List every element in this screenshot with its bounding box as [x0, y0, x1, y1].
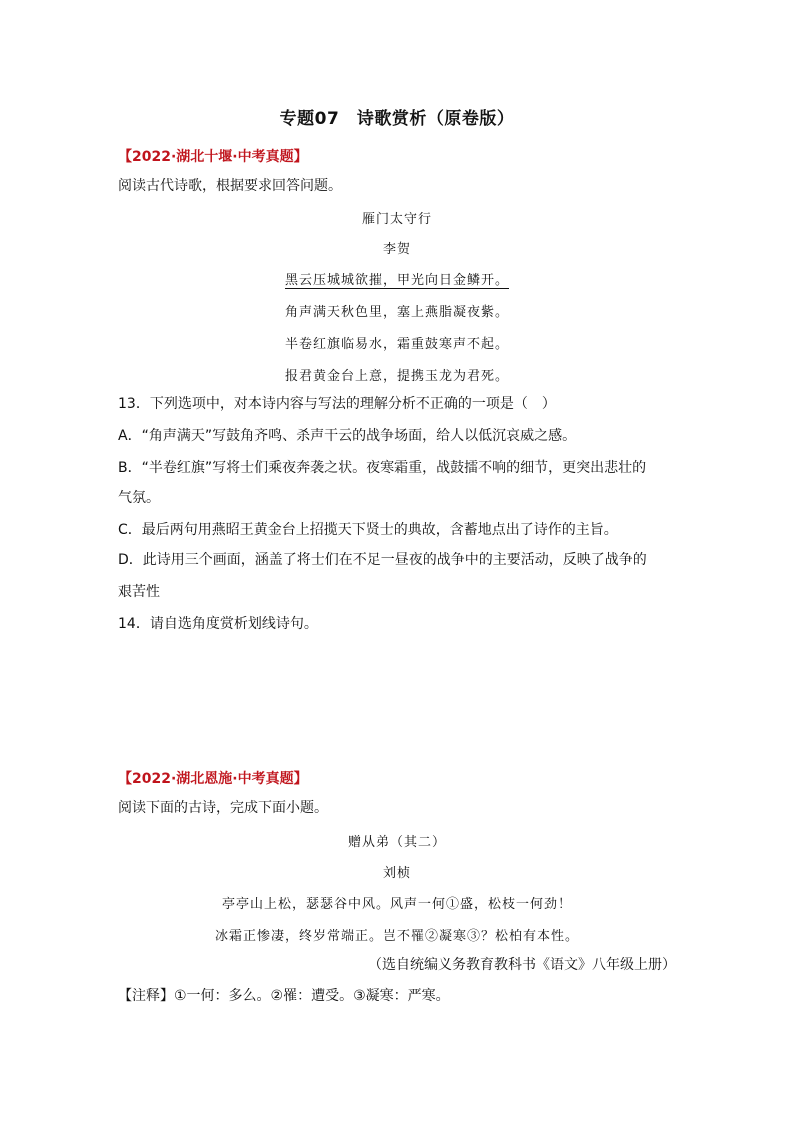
section1-poem-line-2: 角声满天秋色里，塞上燕脂凝夜紫。: [284, 305, 509, 320]
option-d-line-1: D．此诗用三个画面，涵盖了将士们在不足一昼夜的战争中的主要活动，反映了战争的: [118, 552, 647, 568]
poem-source-note: （选自统编义务教育教科书《语文》八年级上册）: [368, 957, 676, 973]
option-a: A．“角声满天”写鼓角齐鸣、杀声干云的战争场面，给人以低沉哀威之感。: [118, 428, 577, 444]
section2-poem-line-1: 亭亭山上松，瑟瑟谷中风。风声一何①盛，松枝一何劲！: [221, 897, 572, 912]
section1-poem-line-1: [0, 269, 794, 288]
section1-instruction: 阅读古代诗歌，根据要求回答问题。: [118, 178, 342, 194]
section1-poem-title: 雁门太守行: [361, 212, 432, 227]
page-title: 专题07 诗歌赏析（原卷版）: [279, 109, 515, 129]
section2-source-tag: 【2022·湖北恩施·中考真题】: [118, 771, 308, 787]
question-13: 13．下列选项中，对本诗内容与写法的理解分析不正确的一项是（ ）: [118, 396, 556, 412]
option-d-line-2: 艰苦性: [118, 584, 160, 600]
section2-poem-title: 赠从弟（其二）: [347, 835, 446, 850]
section2-instruction: 阅读下面的古诗，完成下面小题。: [118, 800, 328, 816]
annotation-note: 【注释】①一何：多么。②罹：遭受。③凝寒：严寒。: [118, 988, 450, 1004]
underlined-verse: 黑云压城城欲摧，甲光向日金鳞开。: [284, 273, 509, 288]
option-c: C．最后两句用燕昭王黄金台上招揽天下贤士的典故，含蓄地点出了诗作的主旨。: [118, 522, 618, 538]
section1-poem-line-4: 报君黄金台上意，提携玉龙为君死。: [284, 369, 509, 384]
section1-poem-line-3: 半卷红旗临易水，霜重鼓寒声不起。: [284, 337, 509, 352]
question-14: 14．请自选角度赏析划线诗句。: [118, 616, 318, 632]
section1-poem-author: 李贺: [382, 242, 411, 257]
section1-source-tag: 【2022·湖北十堰·中考真题】: [118, 149, 308, 165]
option-b-line-2: 气氛。: [118, 490, 160, 506]
option-b-line-1: B．“半卷红旗”写将士们乘夜奔袭之状。夜寒霜重，战鼓擂不响的细节，更突出悲壮的: [118, 460, 647, 476]
section2-poem-line-2: 冰霜正惨凄，终岁常端正。岂不罹②凝寒③？松柏有本性。: [214, 929, 579, 944]
section2-poem-author: 刘桢: [382, 866, 411, 881]
